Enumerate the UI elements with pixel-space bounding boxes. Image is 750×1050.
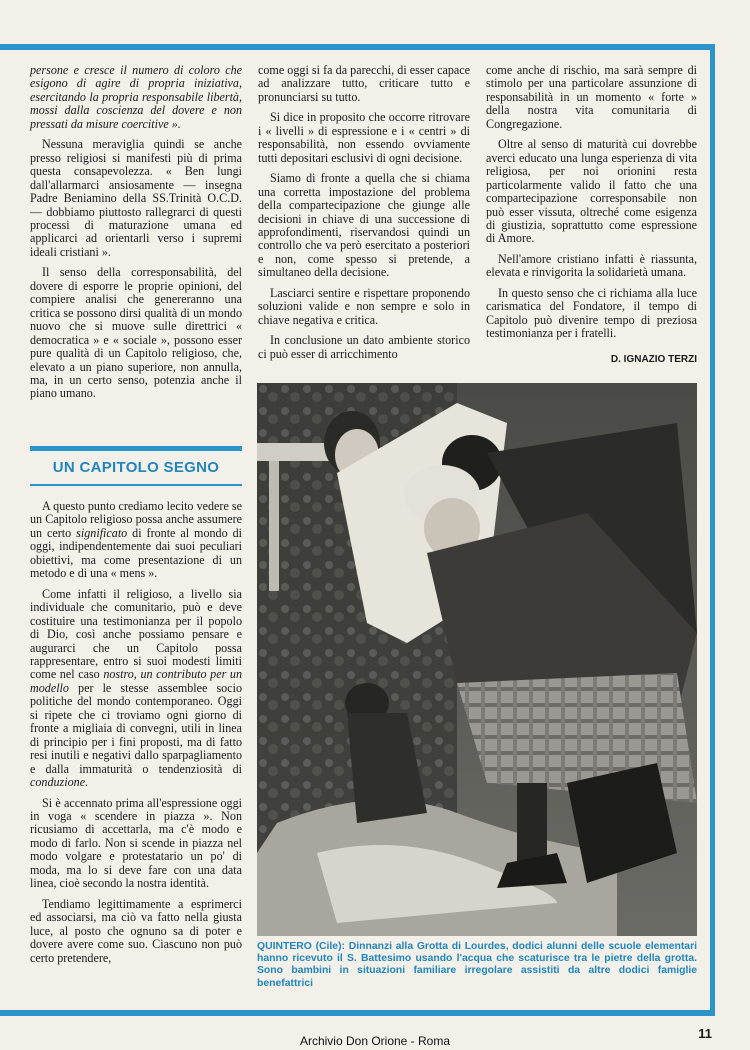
page-number: 11 xyxy=(698,1026,712,1041)
right-frame-rule xyxy=(710,44,715,1016)
paragraph: Il senso della corresponsabilità, del dovere di esporre le proprie opinioni, del compiere analisi che genereranno una critica se possono dirsi qualità di un mondo nuovo che si muove sulle direttrici « democratica » e « sociale », possono esser pure qualità di un Capitolo religioso, che, elevato a un piano superiore, non annulla, ma, in un certo senso, potenzia anche il piano umano. xyxy=(30,265,242,401)
paragraph: Nessuna meraviglia quindi se anche presso religiosi si manifesti più di prima questa consapevolezza. « Ben lungi dall'allarmarci ansiosamente — insegna Padre Beniamino della SS.Trinità O.C.D. — dobbiamo piuttosto rallegrarci di questi processi di maturazione umana ed applicarci ad orientarli verso i supremi ideali cristiani ». xyxy=(30,137,242,259)
paragraph: Lasciarci sentire e rispettare proponendo soluzioni valide e non sempre e solo in chiave negativa e critica. xyxy=(258,285,470,327)
paragraph: In questo senso che ci richiama alla luce carismatica del Fondatore, il tempo di Capitolo può divenire tempo di preziosa testimonianza per i fratelli. xyxy=(486,285,697,341)
paragraph: Nell'amore cristiano infatti è riassunta, elevata e rinvigorita la solidarietà umana. xyxy=(486,251,697,280)
photo-caption: QUINTERO (Cile): Dinnanzi alla Grotta di Lourdes, dodici alunni delle scuole elementari hanno ricevuto il S. Battesimo usando l'acqua che scaturisce tra le pietre della grotta. Sono bambini in situazioni familiare irregolare assistiti da altre dodici famiglie benefattrici xyxy=(257,941,697,989)
section-heading: UN CAPITOLO SEGNO xyxy=(30,446,242,486)
text-run: di fronte al mondo di oggi, indipendentemente dai suoi peculiari obiettivi, ma come presentazione di un metodo e di una « mens ». xyxy=(30,525,242,581)
paragraph xyxy=(30,500,242,581)
paragraph: Si dice in proposito che occorre ritrovare i « livelli » di espressione e i « centri » di responsabilità, non essendo ovviamente tutti depositari esclusivi di ogni decisione. xyxy=(258,110,470,165)
text-run: Come infatti il religioso, a livello sia individuale che comunitario, può e deve costituire una testimonianza per il popolo di Dio, così anche possiamo pensare e augurarci che un Capitolo possa rappresentare, entro si suoi modesti limiti come nel caso xyxy=(30,586,242,682)
column-1-lower xyxy=(30,500,242,972)
paragraph: Tendiamo legittimamente a esprimerci ed associarsi, ma ciò va fatto nella giusta luce, al posto che ognuno sa di poter e dovere avere come suo. Ciascuno non può certo pretendere, xyxy=(30,896,242,965)
text-run: A questo punto crediamo lecito vedere se un Capitolo religioso possa anche assumere un certo xyxy=(30,499,242,540)
text-run: per le stesse assemblee socio politiche del mondo contemporaneo. Oggi si ripete che ci troviamo ogni giorno di fronte a migliaia di convegni, utili in linea di principio per i fini proposti, ma di fatto resi inutili e negativi dallo sparpagliamento e dalla immaturità o tendenziosità di xyxy=(30,680,242,776)
column-1 xyxy=(30,64,242,408)
paragraph: Siamo di fronte a quella che si chiama una corretta impostazione del problema della compartecipazione che giunge alle decisioni in chiave di una successione di approfondimenti, riservandosi quindi un controllo che va però esercitato a posteriori e non, come spesso si pretende, a simultaneo della decisione. xyxy=(258,171,470,280)
paragraph: In conclusione un dato ambiente storico ci può esser di arricchimento xyxy=(258,333,470,361)
archive-footer: Archivio Don Orione - Roma xyxy=(299,1034,451,1048)
intro-paragraph: persone e cresce il numero di coloro che esigono di agire di propria iniziativa, esercitando la propria responsabile libertà, mossi dalla coscienza del dovere e non pressati da misure coercitive ». xyxy=(30,63,242,131)
italic-run: nostro, un contributo per un modello xyxy=(30,667,242,695)
photo-illustration xyxy=(257,383,697,936)
photo-lourdes-grotto xyxy=(257,383,697,936)
author-signature: D. IGNAZIO TERZI xyxy=(610,354,697,365)
italic-run: conduzione. xyxy=(30,775,89,790)
bottom-rule xyxy=(0,1010,715,1016)
column-3 xyxy=(486,64,697,348)
column-2 xyxy=(258,64,470,368)
italic-run: significato xyxy=(76,525,128,540)
paragraph: come oggi si fa da parecchi, di esser capace ad analizzare tutto, criticare tutto e pronunciarsi su tutto. xyxy=(258,63,470,104)
paragraph xyxy=(30,588,242,790)
paragraph: Si è accennato prima all'espressione oggi in voga « scendere in piazza ». Non ricusiamo di accettarla, ma c'è modo e modo di farlo. Non si scende in piazza nel modo volgare e protestatario un po' di moda, ma lo si deve fare con una data linea, cioè secondo la nostra identità. xyxy=(30,795,242,891)
paragraph: Oltre al senso di maturità cui dovrebbe averci educato una lunga esperienza di vita religiosa, per noi orionini resta particolarmente valido il fatto che una compartecipazione corresponsabile non può esser vissuta, oltreché come esigenza di giustizia, soprattutto come espressione di Amore. xyxy=(486,137,697,246)
top-rule xyxy=(0,44,715,50)
paragraph: come anche di rischio, ma sarà sempre di stimolo per una particolare assunzione di responsabilità in un momento « forte » della nostra vita comunitaria di Congregazione. xyxy=(486,63,697,131)
